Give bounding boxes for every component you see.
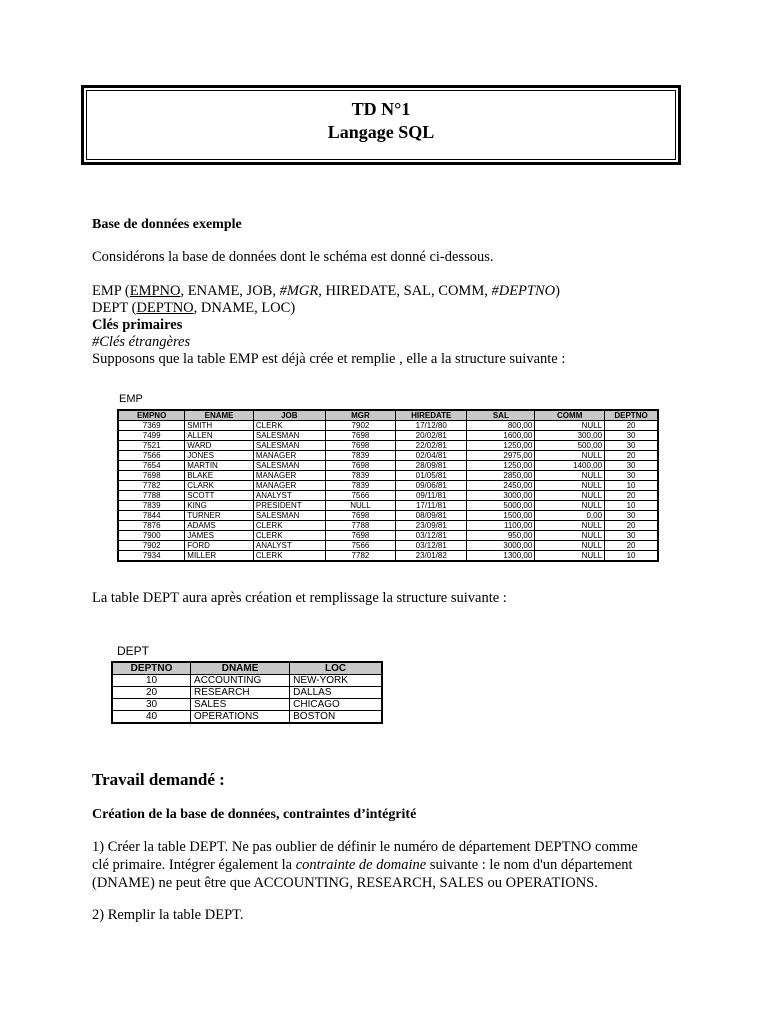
emp-cell-mgr: 7839 xyxy=(325,481,395,491)
emp-cell-deptno: 20 xyxy=(605,541,658,551)
dept-cell-dname: RESEARCH xyxy=(191,687,290,699)
emp-cell-job: SALESMAN xyxy=(253,461,325,471)
emp-cell-hiredate: 09/11/81 xyxy=(396,491,467,501)
emp-cell-hiredate: 03/12/81 xyxy=(396,541,467,551)
emp-cell-job: MANAGER xyxy=(253,471,325,481)
emp-cell-empno: 7902 xyxy=(118,541,185,551)
schema-emp-foreign-key-mgr: #MGR xyxy=(279,283,319,299)
dept-cell-deptno: 10 xyxy=(112,675,191,687)
emp-cell-empno: 7934 xyxy=(118,551,185,562)
emp-cell-deptno: 30 xyxy=(605,511,658,521)
schema-dept xyxy=(92,300,295,317)
emp-cell-sal: 800,00 xyxy=(467,421,535,431)
emp-cell-comm: 1400,00 xyxy=(535,461,605,471)
dept-cell-dname: OPERATIONS xyxy=(191,711,290,724)
emp-cell-sal: 950,00 xyxy=(467,531,535,541)
question-1-line-1: 1) Créer la table DEPT. Ne pas oublier de définir le numéro de département DEPTNO comme xyxy=(92,839,638,855)
emp-cell-mgr: 7698 xyxy=(325,511,395,521)
emp-cell-job: CLERK xyxy=(253,521,325,531)
emp-cell-empno: 7876 xyxy=(118,521,185,531)
emp-cell-sal: 3000,00 xyxy=(467,541,535,551)
emp-cell-sal: 1300,00 xyxy=(467,551,535,562)
dept-cell-dname: ACCOUNTING xyxy=(191,675,290,687)
emp-cell-ename: ADAMS xyxy=(185,521,254,531)
schema-emp-columns-2: , HIREDATE, SAL, COMM, xyxy=(318,283,492,299)
emp-col-header-job: JOB xyxy=(253,410,325,421)
emp-table-body xyxy=(118,421,658,562)
table-row xyxy=(118,451,658,461)
dept-table-label: DEPT xyxy=(117,644,150,658)
emp-cell-ename: KING xyxy=(185,501,254,511)
dept-col-header-dname: DNAME xyxy=(191,662,290,675)
emp-cell-deptno: 20 xyxy=(605,491,658,501)
section-heading-example-db: Base de données exemple xyxy=(92,217,242,232)
emp-cell-empno: 7499 xyxy=(118,431,185,441)
emp-cell-deptno: 30 xyxy=(605,531,658,541)
question-1-text-a: clé primaire. Intégrer également la xyxy=(92,857,296,873)
table-row xyxy=(112,687,382,699)
emp-cell-hiredate: 17/12/80 xyxy=(396,421,467,431)
table-row xyxy=(118,471,658,481)
schema-emp-columns-1: , ENAME, JOB, xyxy=(180,283,280,299)
emp-cell-hiredate: 23/01/82 xyxy=(396,551,467,562)
emp-cell-deptno: 20 xyxy=(605,421,658,431)
emp-cell-comm: NULL xyxy=(535,471,605,481)
dept-cell-loc: BOSTON xyxy=(290,711,382,724)
table-row xyxy=(118,431,658,441)
emp-cell-mgr: 7839 xyxy=(325,471,395,481)
emp-cell-job: PRESIDENT xyxy=(253,501,325,511)
table-row xyxy=(118,461,658,471)
emp-table-label: EMP xyxy=(119,393,143,405)
intro-paragraph: Considérons la base de données dont le schéma est donné ci-dessous. xyxy=(92,249,494,265)
emp-cell-sal: 1100,00 xyxy=(467,521,535,531)
emp-cell-job: CLERK xyxy=(253,531,325,541)
emp-cell-hiredate: 01/05/81 xyxy=(396,471,467,481)
question-1-domain-constraint: contrainte de domaine xyxy=(295,857,427,873)
schema-dept-primary-key: DEPTNO xyxy=(136,300,194,316)
emp-cell-hiredate: 20/02/81 xyxy=(396,431,467,441)
emp-cell-mgr: 7698 xyxy=(325,461,395,471)
emp-cell-job: ANALYST xyxy=(253,491,325,501)
integrity-subheading: Création de la base de données, contraintes d’intégrité xyxy=(92,807,417,822)
emp-cell-mgr: 7839 xyxy=(325,451,395,461)
table-row xyxy=(118,511,658,521)
table-row xyxy=(118,541,658,551)
question-1-text-c: suivante : le nom d'un département xyxy=(426,857,633,873)
emp-cell-deptno: 30 xyxy=(605,441,658,451)
table-row xyxy=(118,421,658,431)
emp-cell-empno: 7788 xyxy=(118,491,185,501)
emp-cell-sal: 1500,00 xyxy=(467,511,535,521)
question-2: 2) Remplir la table DEPT. xyxy=(92,907,244,923)
emp-cell-deptno: 30 xyxy=(605,431,658,441)
emp-cell-sal: 2450,00 xyxy=(467,481,535,491)
emp-cell-hiredate: 28/09/81 xyxy=(396,461,467,471)
emp-cell-deptno: 20 xyxy=(605,521,658,531)
emp-col-header-mgr: MGR xyxy=(325,410,395,421)
emp-cell-sal: 2975,00 xyxy=(467,451,535,461)
emp-cell-ename: TURNER xyxy=(185,511,254,521)
emp-cell-mgr: NULL xyxy=(325,501,395,511)
emp-cell-job: CLERK xyxy=(253,551,325,562)
dept-intro-text: La table DEPT aura après création et remplissage la structure suivante : xyxy=(92,590,507,606)
emp-cell-hiredate: 23/09/81 xyxy=(396,521,467,531)
emp-cell-comm: NULL xyxy=(535,521,605,531)
emp-cell-job: MANAGER xyxy=(253,451,325,461)
table-row xyxy=(118,481,658,491)
emp-cell-comm: NULL xyxy=(535,501,605,511)
emp-cell-comm: NULL xyxy=(535,551,605,562)
emp-cell-ename: FORD xyxy=(185,541,254,551)
emp-cell-mgr: 7698 xyxy=(325,431,395,441)
emp-cell-deptno: 30 xyxy=(605,461,658,471)
emp-cell-comm: NULL xyxy=(535,481,605,491)
legend-primary-keys: Clés primaires xyxy=(92,317,183,333)
dept-table-header-row xyxy=(112,662,382,675)
emp-cell-ename: ALLEN xyxy=(185,431,254,441)
emp-cell-empno: 7844 xyxy=(118,511,185,521)
emp-cell-job: MANAGER xyxy=(253,481,325,491)
table-row xyxy=(118,551,658,562)
emp-cell-deptno: 10 xyxy=(605,501,658,511)
emp-cell-empno: 7900 xyxy=(118,531,185,541)
emp-col-header-ename: ENAME xyxy=(185,410,254,421)
emp-cell-hiredate: 08/09/81 xyxy=(396,511,467,521)
legend-foreign-keys: #Clés étrangères xyxy=(92,334,191,350)
emp-cell-empno: 7782 xyxy=(118,481,185,491)
question-1-line-2 xyxy=(92,857,633,874)
table-row xyxy=(118,521,658,531)
emp-col-header-deptno: DEPTNO xyxy=(605,410,658,421)
table-row xyxy=(112,711,382,724)
emp-cell-sal: 1250,00 xyxy=(467,461,535,471)
dept-col-header-deptno: DEPTNO xyxy=(112,662,191,675)
schema-emp-prefix: EMP ( xyxy=(92,283,130,299)
emp-cell-sal: 1250,00 xyxy=(467,441,535,451)
emp-cell-ename: CLARK xyxy=(185,481,254,491)
emp-cell-mgr: 7566 xyxy=(325,491,395,501)
emp-cell-ename: JONES xyxy=(185,451,254,461)
dept-cell-loc: NEW-YORK xyxy=(290,675,382,687)
dept-cell-loc: CHICAGO xyxy=(290,699,382,711)
emp-col-header-hiredate: HIREDATE xyxy=(396,410,467,421)
emp-cell-deptno: 10 xyxy=(605,551,658,562)
emp-cell-comm: NULL xyxy=(535,451,605,461)
emp-col-header-comm: COMM xyxy=(535,410,605,421)
dept-col-header-loc: LOC xyxy=(290,662,382,675)
emp-cell-mgr: 7698 xyxy=(325,531,395,541)
dept-table-body xyxy=(112,675,382,724)
table-row xyxy=(118,491,658,501)
schema-emp xyxy=(92,283,560,300)
emp-cell-ename: WARD xyxy=(185,441,254,451)
emp-cell-ename: JAMES xyxy=(185,531,254,541)
emp-cell-hiredate: 17/11/81 xyxy=(396,501,467,511)
emp-cell-hiredate: 09/06/81 xyxy=(396,481,467,491)
document-title: TD N°1 xyxy=(351,99,411,119)
emp-cell-deptno: 10 xyxy=(605,481,658,491)
dept-cell-deptno: 20 xyxy=(112,687,191,699)
emp-table xyxy=(117,409,659,562)
emp-cell-deptno: 30 xyxy=(605,471,658,481)
emp-cell-sal: 5000,00 xyxy=(467,501,535,511)
schema-emp-suffix: ) xyxy=(555,283,560,299)
emp-cell-mgr: 7782 xyxy=(325,551,395,562)
emp-cell-ename: MILLER xyxy=(185,551,254,562)
title-box-inner-border xyxy=(86,90,676,160)
emp-cell-mgr: 7902 xyxy=(325,421,395,431)
table-row xyxy=(118,441,658,451)
emp-cell-sal: 3000,00 xyxy=(467,491,535,501)
work-heading: Travail demandé : xyxy=(92,770,225,789)
emp-cell-hiredate: 03/12/81 xyxy=(396,531,467,541)
emp-cell-mgr: 7788 xyxy=(325,521,395,531)
dept-cell-deptno: 40 xyxy=(112,711,191,724)
emp-cell-job: CLERK xyxy=(253,421,325,431)
emp-cell-mgr: 7566 xyxy=(325,541,395,551)
emp-cell-hiredate: 02/04/81 xyxy=(396,451,467,461)
emp-cell-job: SALESMAN xyxy=(253,511,325,521)
schema-dept-suffix: , DNAME, LOC) xyxy=(193,300,296,316)
emp-cell-comm: NULL xyxy=(535,531,605,541)
emp-cell-ename: BLAKE xyxy=(185,471,254,481)
emp-cell-mgr: 7698 xyxy=(325,441,395,451)
schema-emp-foreign-key-deptno: #DEPTNO xyxy=(491,283,556,299)
emp-cell-ename: SMITH xyxy=(185,421,254,431)
emp-cell-job: SALESMAN xyxy=(253,441,325,451)
emp-col-header-empno: EMPNO xyxy=(118,410,185,421)
table-row xyxy=(112,699,382,711)
table-row xyxy=(118,531,658,541)
dept-cell-loc: DALLAS xyxy=(290,687,382,699)
emp-cell-comm: NULL xyxy=(535,421,605,431)
emp-col-header-sal: SAL xyxy=(467,410,535,421)
emp-cell-hiredate: 22/02/81 xyxy=(396,441,467,451)
dept-cell-deptno: 30 xyxy=(112,699,191,711)
dept-cell-dname: SALES xyxy=(191,699,290,711)
emp-cell-empno: 7698 xyxy=(118,471,185,481)
emp-cell-deptno: 20 xyxy=(605,451,658,461)
title-box xyxy=(81,85,681,165)
emp-cell-comm: NULL xyxy=(535,541,605,551)
emp-cell-empno: 7521 xyxy=(118,441,185,451)
emp-cell-sal: 1600,00 xyxy=(467,431,535,441)
emp-table-header-row xyxy=(118,410,658,421)
table-row xyxy=(112,675,382,687)
emp-cell-ename: MARTIN xyxy=(185,461,254,471)
emp-cell-job: SALESMAN xyxy=(253,431,325,441)
emp-cell-comm: 0,00 xyxy=(535,511,605,521)
dept-table xyxy=(111,661,383,724)
schema-dept-prefix: DEPT ( xyxy=(92,300,137,316)
schema-emp-primary-key: EMPNO xyxy=(129,283,181,299)
question-1-line-3: (DNAME) ne peut être que ACCOUNTING, RESEARCH, SALES ou OPERATIONS. xyxy=(92,875,598,891)
emp-cell-comm: NULL xyxy=(535,491,605,501)
emp-cell-empno: 7839 xyxy=(118,501,185,511)
emp-cell-empno: 7566 xyxy=(118,451,185,461)
emp-cell-empno: 7369 xyxy=(118,421,185,431)
emp-cell-sal: 2850,00 xyxy=(467,471,535,481)
emp-cell-job: ANALYST xyxy=(253,541,325,551)
emp-cell-comm: 300,00 xyxy=(535,431,605,441)
document-subtitle: Langage SQL xyxy=(327,122,435,142)
table-row xyxy=(118,501,658,511)
emp-cell-empno: 7654 xyxy=(118,461,185,471)
emp-cell-ename: SCOTT xyxy=(185,491,254,501)
emp-intro-text: Supposons que la table EMP est déjà crée et remplie , elle a la structure suivante : xyxy=(92,351,566,367)
emp-cell-comm: 500,00 xyxy=(535,441,605,451)
